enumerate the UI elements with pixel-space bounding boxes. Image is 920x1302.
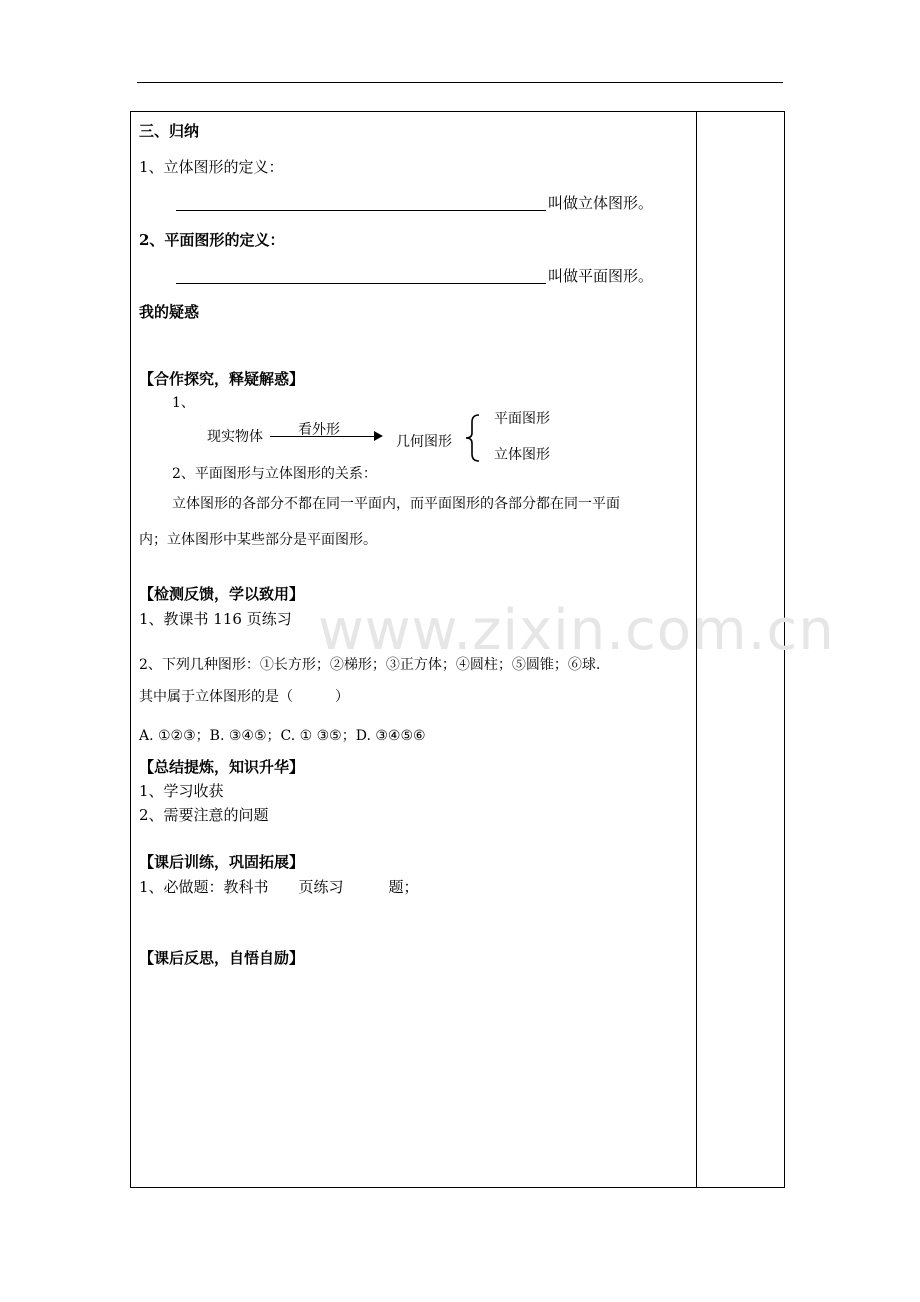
diagram-branch-solid: 立体图形 <box>494 447 550 463</box>
diagram-target: 几何图形 <box>396 434 452 450</box>
diagram-arrow <box>270 436 376 437</box>
brace-icon <box>464 414 480 462</box>
watermark: www.zixin.com.cn <box>318 598 835 663</box>
reflection-heading: 【课后反思，自悟自励】 <box>139 949 305 967</box>
feedback-options: A. ①②③；B. ③④⑤；C. ① ③⑤；D. ③④⑤⑥ <box>139 728 426 744</box>
solid-definition-suffix: 叫做立体图形。 <box>548 194 654 212</box>
feedback-item2-line1: 2、下列几种图形：①长方形；②梯形；③正方体；④圆柱；⑤圆锥；⑥球. <box>139 657 601 673</box>
blank-plane-definition <box>176 283 546 284</box>
question-plane-definition: 2、平面图形的定义： <box>139 231 285 249</box>
doubts-heading: 我的疑惑 <box>139 303 200 321</box>
summary-item1: 1、学习收获 <box>139 782 224 800</box>
homework-heading: 【课后训练，巩固拓展】 <box>139 853 305 871</box>
explore-item2-title: 2、平面图形与立体图形的关系： <box>172 466 377 482</box>
diagram-arrow-label: 看外形 <box>298 422 340 438</box>
diagram-source: 现实物体 <box>207 429 263 445</box>
feedback-item1: 1、教课书 116 页练习 <box>139 610 292 628</box>
homework-item1: 1、必做题：教科书 页练习 题； <box>139 878 419 896</box>
section-heading-summary: 三、归纳 <box>139 122 200 140</box>
feedback-heading: 【检测反馈，学以致用】 <box>139 585 305 603</box>
explore-item2-line2: 内；立体图形中某些部分是平面图形。 <box>139 532 377 548</box>
header-rule <box>137 82 783 83</box>
plane-definition-suffix: 叫做平面图形。 <box>548 267 654 285</box>
summary-heading: 【总结提炼，知识升华】 <box>139 758 305 776</box>
question-solid-definition: 1、立体图形的定义： <box>139 158 284 176</box>
explore-heading: 【合作探究，释疑解惑】 <box>139 370 305 388</box>
explore-item2-line1: 立体图形的各部分不都在同一平面内，而平面图形的各部分都在同一平面 <box>172 496 620 512</box>
diagram-branch-plane: 平面图形 <box>494 411 550 427</box>
summary-item2: 2、需要注意的问题 <box>139 806 269 824</box>
explore-item1-number: 1、 <box>172 395 195 411</box>
blank-solid-definition <box>176 210 546 211</box>
feedback-item2-line2: 其中属于立体图形的是（ ） <box>139 689 349 705</box>
arrow-head-icon <box>374 431 383 441</box>
